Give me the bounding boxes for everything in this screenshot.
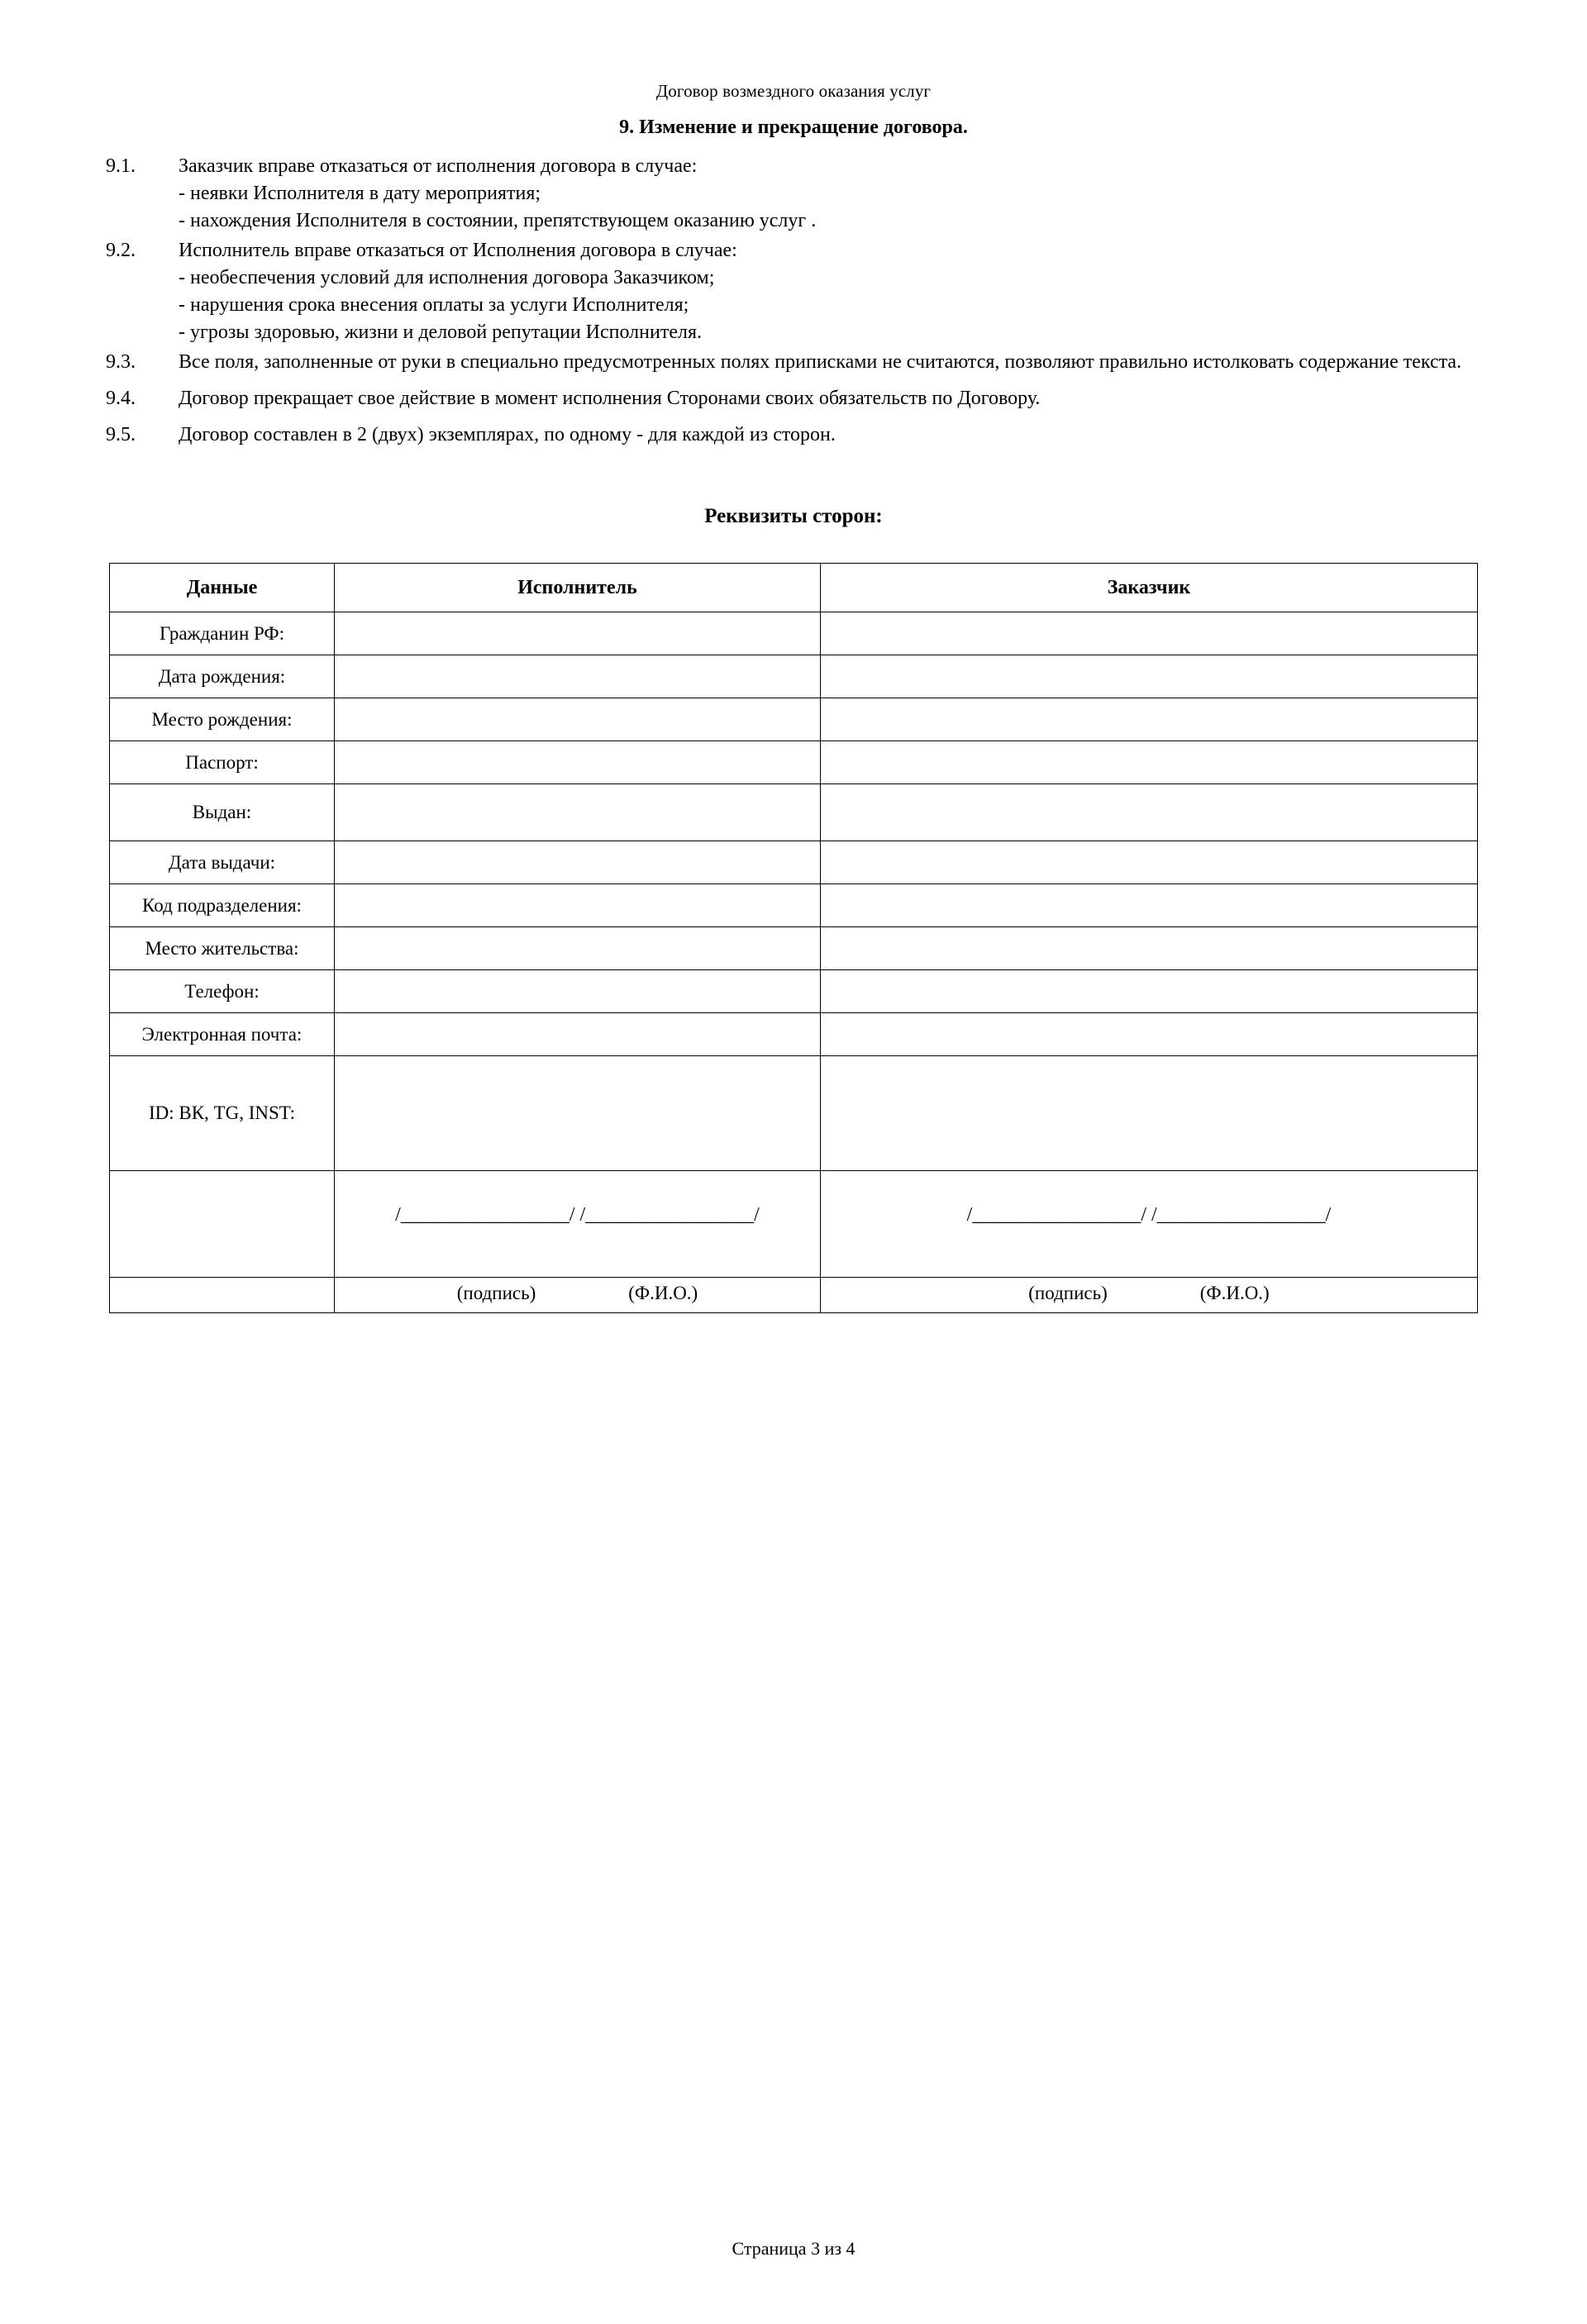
document-page: [0, 81, 1587, 2324]
clause-text: Исполнитель вправе отказаться от Исполнения договора в случае:: [179, 240, 737, 261]
row-label: Паспорт:: [110, 741, 335, 784]
clause-sub-item: - нахождения Исполнителя в состоянии, препятствующем оказанию услуг .: [179, 210, 817, 231]
table-row: [110, 741, 1478, 784]
row-value-executor[interactable]: [335, 884, 821, 927]
row-value-executor[interactable]: [335, 1013, 821, 1056]
row-value-customer[interactable]: [821, 927, 1478, 970]
clause-sub-item: - нарушения срока внесения оплаты за услуги Исполнителя;: [179, 294, 689, 316]
row-value-executor[interactable]: [335, 655, 821, 698]
clause-text: Все поля, заполненные от руки в специально предусмотренных полях приписками не считаются, позволяют правильно истолковать содержание текста.: [179, 351, 1462, 373]
caption-fullname: (Ф.И.О.): [1199, 1283, 1270, 1303]
row-value-executor[interactable]: [335, 841, 821, 884]
clause-text: Заказчик вправе отказаться от исполнения договора в случае:: [179, 155, 698, 177]
signature-caption-row: [110, 1278, 1478, 1313]
row-label: Дата выдачи:: [110, 841, 335, 884]
row-label: Телефон:: [110, 970, 335, 1013]
requisites-table: [109, 563, 1478, 1313]
clause-content: [179, 236, 1475, 346]
clause-9-1: [106, 152, 1475, 235]
row-value-customer[interactable]: [821, 1056, 1478, 1171]
column-header-customer: Заказчик: [821, 564, 1478, 612]
row-label: Электронная почта:: [110, 1013, 335, 1056]
table-row: [110, 1056, 1478, 1171]
row-label: ID: ВК, TG, INST:: [110, 1056, 335, 1171]
row-value-customer[interactable]: [821, 970, 1478, 1013]
row-label: Гражданин РФ:: [110, 612, 335, 655]
row-label: Место рождения:: [110, 698, 335, 741]
row-value-executor[interactable]: [335, 698, 821, 741]
row-value-customer[interactable]: [821, 612, 1478, 655]
row-label: Выдан:: [110, 784, 335, 841]
page-footer: Страница 3 из 4: [732, 2238, 855, 2259]
caption-executor-cell: [335, 1278, 821, 1313]
clause-9-2: [106, 236, 1475, 346]
row-value-executor[interactable]: [335, 970, 821, 1013]
clause-number: 9.1.: [106, 155, 136, 177]
row-value-executor[interactable]: [335, 741, 821, 784]
row-value-customer[interactable]: [821, 841, 1478, 884]
row-value-customer[interactable]: [821, 698, 1478, 741]
row-value-customer[interactable]: [821, 784, 1478, 841]
clause-9-5: [106, 421, 1475, 449]
row-value-customer[interactable]: [821, 1013, 1478, 1056]
clause-9-3: [106, 348, 1475, 376]
table-row: [110, 698, 1478, 741]
caption-customer-cell: [821, 1278, 1478, 1313]
row-value-executor[interactable]: [335, 612, 821, 655]
signature-line-executor: /_________________/ /_________________/: [395, 1203, 760, 1226]
caption-signature: (подпись): [456, 1283, 536, 1303]
clause-sub-item: - неявки Исполнителя в дату мероприятия;: [179, 183, 541, 204]
clause-number: 9.2.: [106, 240, 136, 261]
table-row: [110, 784, 1478, 841]
table-header-row: [110, 564, 1478, 612]
row-label: Дата рождения:: [110, 655, 335, 698]
requisites-title: Реквизиты сторон:: [704, 505, 883, 527]
row-value-customer[interactable]: [821, 741, 1478, 784]
clause-sub-item: - необеспечения условий для исполнения договора Заказчиком;: [179, 267, 715, 288]
clause-content: [179, 152, 1475, 235]
table-row: [110, 970, 1478, 1013]
row-label: Место жительства:: [110, 927, 335, 970]
row-value-executor[interactable]: [335, 784, 821, 841]
column-header-data: Данные: [110, 564, 335, 612]
table-row: [110, 612, 1478, 655]
signature-row: [110, 1171, 1478, 1278]
clauses-list: [0, 152, 1587, 449]
section-title: 9. Изменение и прекращение договора.: [619, 117, 968, 138]
clause-9-4: [106, 384, 1475, 412]
table-row: [110, 884, 1478, 927]
document-header: Договор возмездного оказания услуг: [655, 81, 932, 101]
table-row: [110, 841, 1478, 884]
table-row: [110, 927, 1478, 970]
column-header-executor: Исполнитель: [335, 564, 821, 612]
table-row: [110, 1013, 1478, 1056]
signature-empty-cell: [110, 1171, 335, 1278]
caption-empty-cell: [110, 1278, 335, 1313]
clause-number: 9.3.: [106, 351, 136, 373]
row-label: Код подразделения:: [110, 884, 335, 927]
table-row: [110, 655, 1478, 698]
clause-sub-item: - угрозы здоровью, жизни и деловой репутации Исполнителя.: [179, 321, 702, 343]
signature-line-customer: /_________________/ /_________________/: [966, 1203, 1332, 1226]
signature-executor-cell[interactable]: [335, 1171, 821, 1278]
row-value-customer[interactable]: [821, 884, 1478, 927]
clause-text: Договор составлен в 2 (двух) экземплярах, по одному - для каждой из сторон.: [179, 424, 836, 445]
clause-text: Договор прекращает свое действие в момент исполнения Сторонами своих обязательств по Договору.: [179, 388, 1041, 409]
row-value-executor[interactable]: [335, 1056, 821, 1171]
clause-number: 9.5.: [106, 424, 136, 445]
row-value-executor[interactable]: [335, 927, 821, 970]
caption-signature: (подпись): [1028, 1283, 1108, 1303]
caption-fullname: (Ф.И.О.): [628, 1283, 698, 1303]
signature-customer-cell[interactable]: [821, 1171, 1478, 1278]
clause-number: 9.4.: [106, 388, 136, 409]
row-value-customer[interactable]: [821, 655, 1478, 698]
